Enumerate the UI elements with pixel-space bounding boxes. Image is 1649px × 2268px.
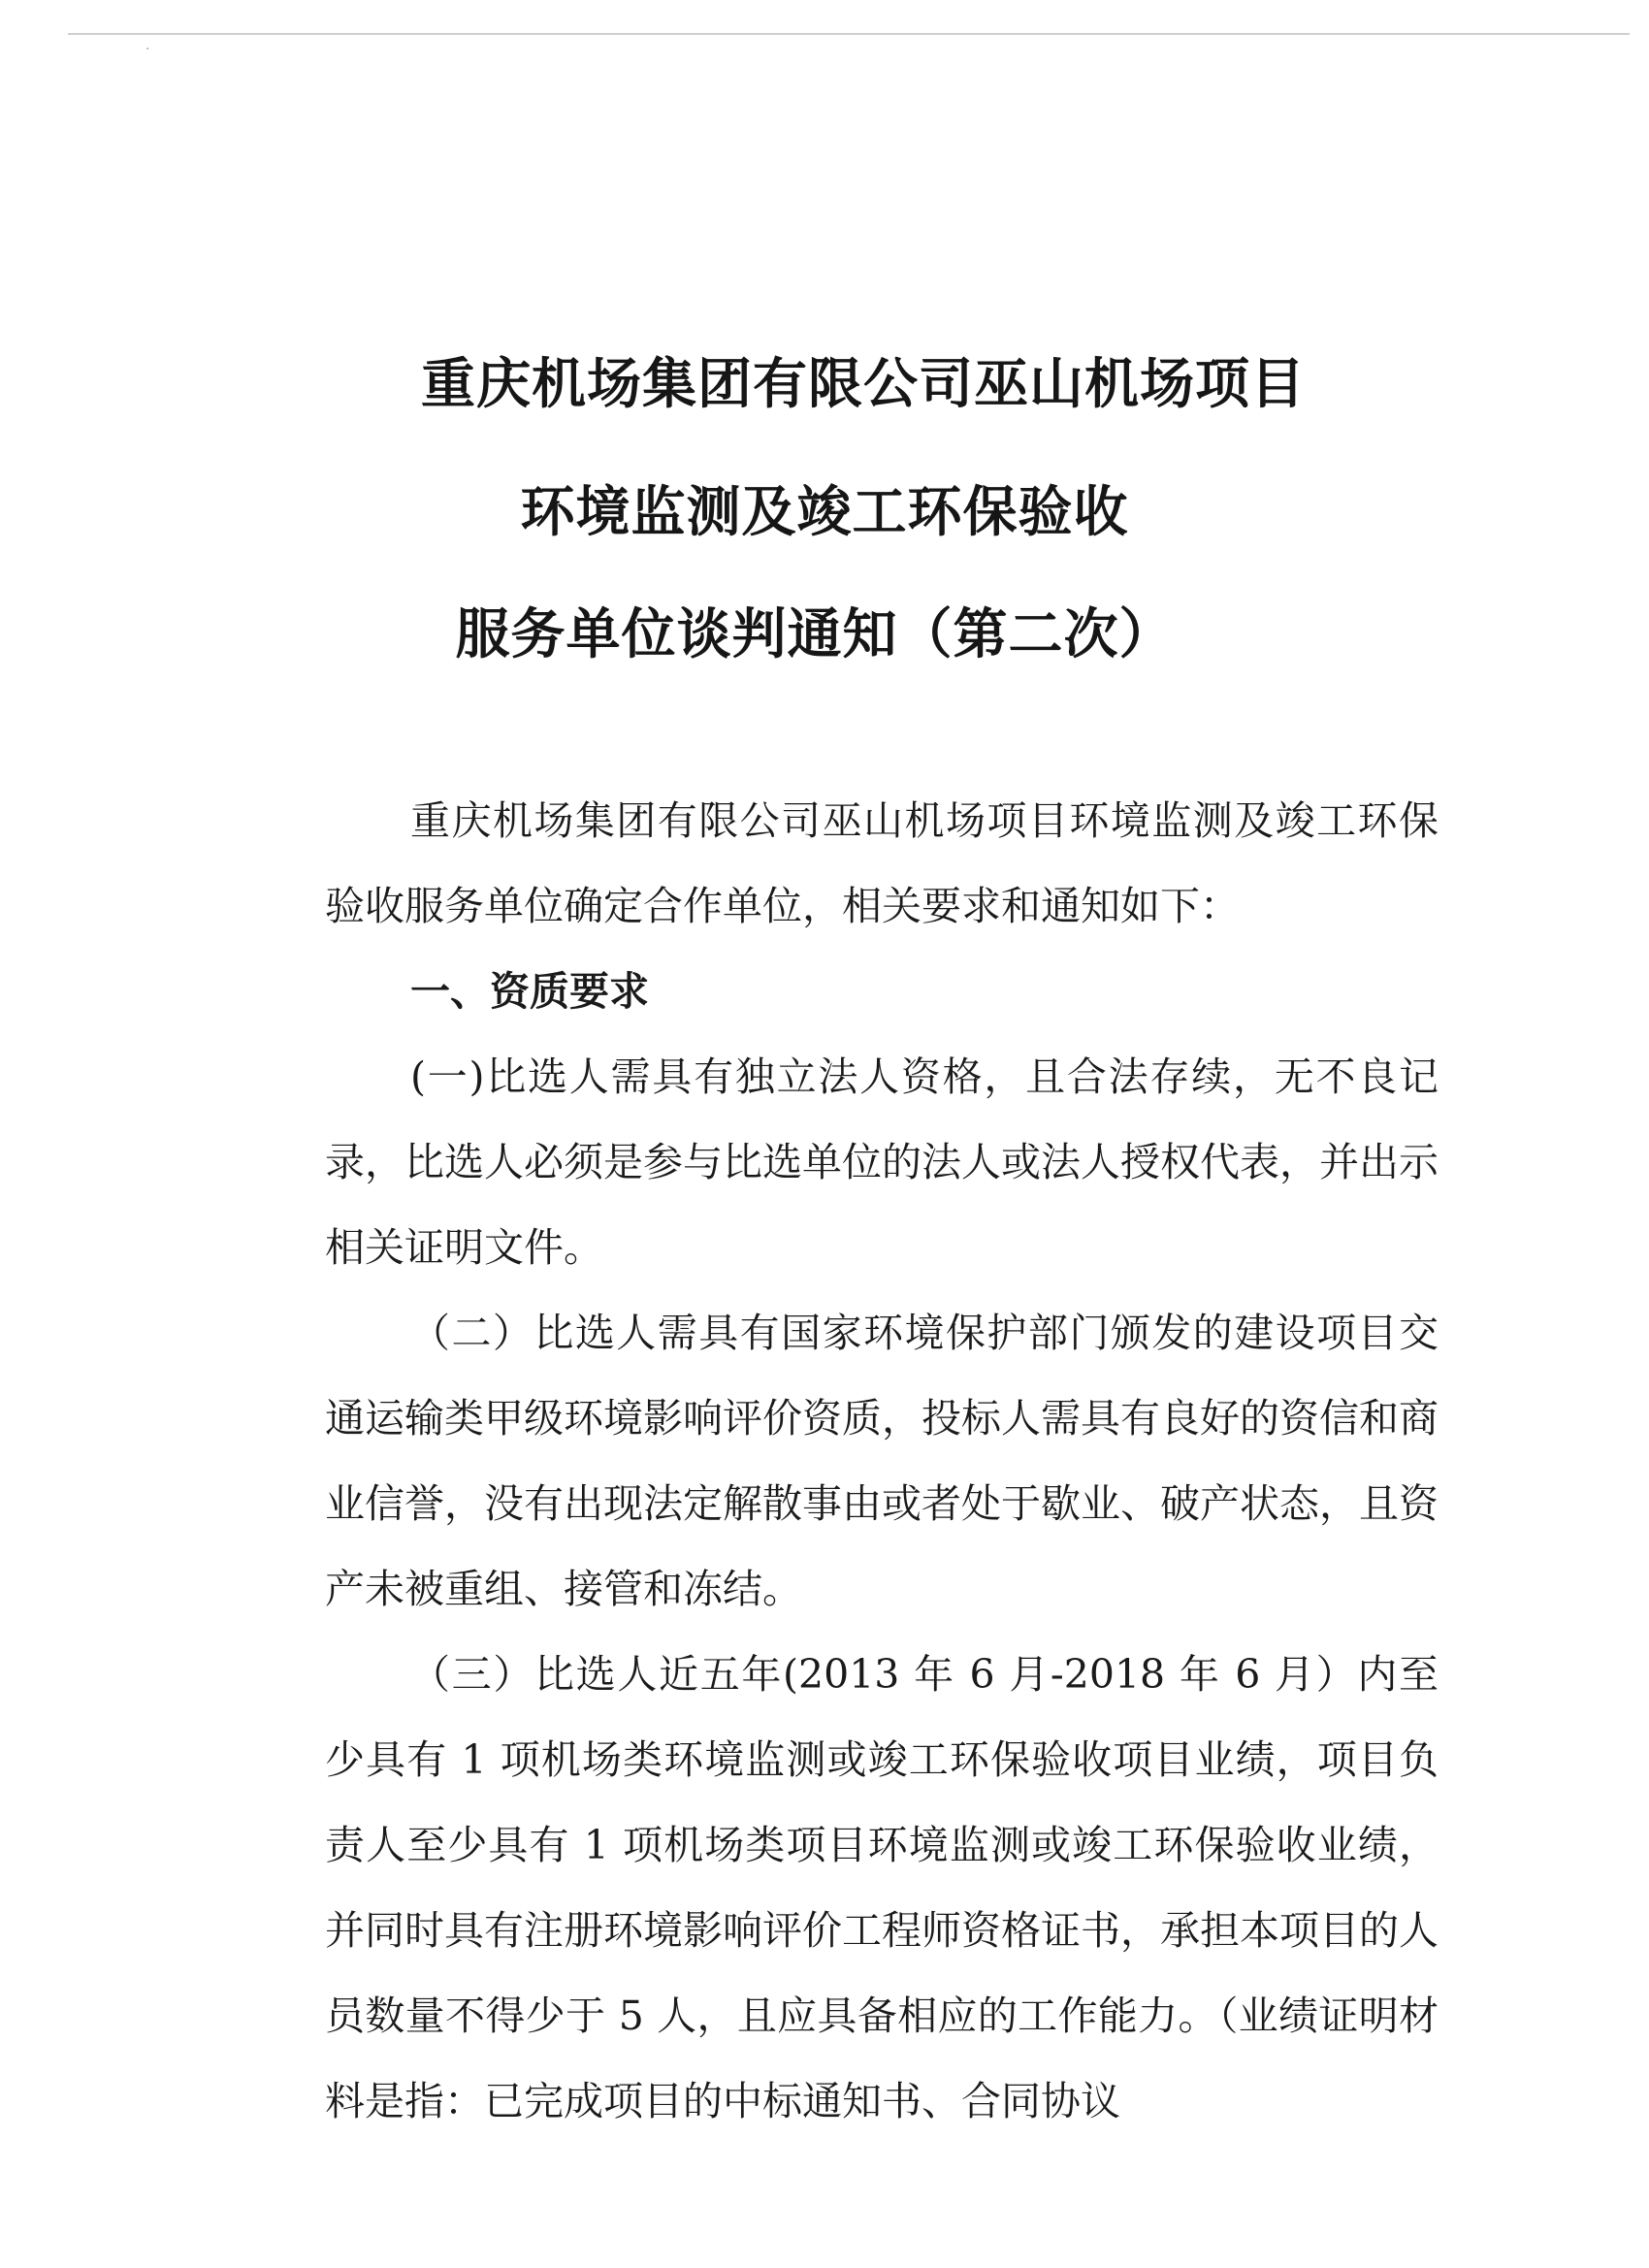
intro-paragraph: 重庆机场集团有限公司巫山机场项目环境监测及竣工环保验收服务单位确定合作单位，相关要求和通知如下：: [325, 797, 1439, 929]
requirement-item-2: （二）比选人需具有国家环境保护部门颁发的建设项目交通运输类甲级环境影响评价资质，投标人需具有良好的资信和商业信誉，没有出现法定解散事由或者处于歇业、破产状态，且资产未被重组、接管和冻结。: [325, 1310, 1439, 1612]
document-body: [325, 778, 1439, 2144]
title-line-1: 重庆机场集团有限公司巫山机场项目: [421, 353, 1306, 416]
title-line-2: 环境监测及竣工环保验收: [520, 481, 1129, 544]
section-heading: 一、资质要求: [410, 968, 649, 1015]
title-line-3: 服务单位谈判通知（第二次）: [455, 603, 1175, 666]
scan-speck: ·: [146, 42, 150, 57]
requirement-item-1: (一)比选人需具有独立法人资格，且合法存续，无不良记录，比选人必须是参与比选单位的法人或法人授权代表，并出示相关证明文件。: [325, 1053, 1439, 1271]
scan-edge-line: [68, 33, 1630, 35]
requirement-item-3: （三）比选人近五年(2013 年 6 月-2018 年 6 月）内至少具有 1 项机场类环境监测或竣工环保验收项目业绩，项目负责人至少具有 1 项机场类项目环境监测或竣工环保验收业绩，并同时具有注册环境影响评价工程师资格证书，承担本项目的人员数量不得少于 5 人，且应具备相应的工作能力。（业绩证明材料是指：已完成项目的中标通知书、合同协议: [325, 1651, 1439, 2124]
